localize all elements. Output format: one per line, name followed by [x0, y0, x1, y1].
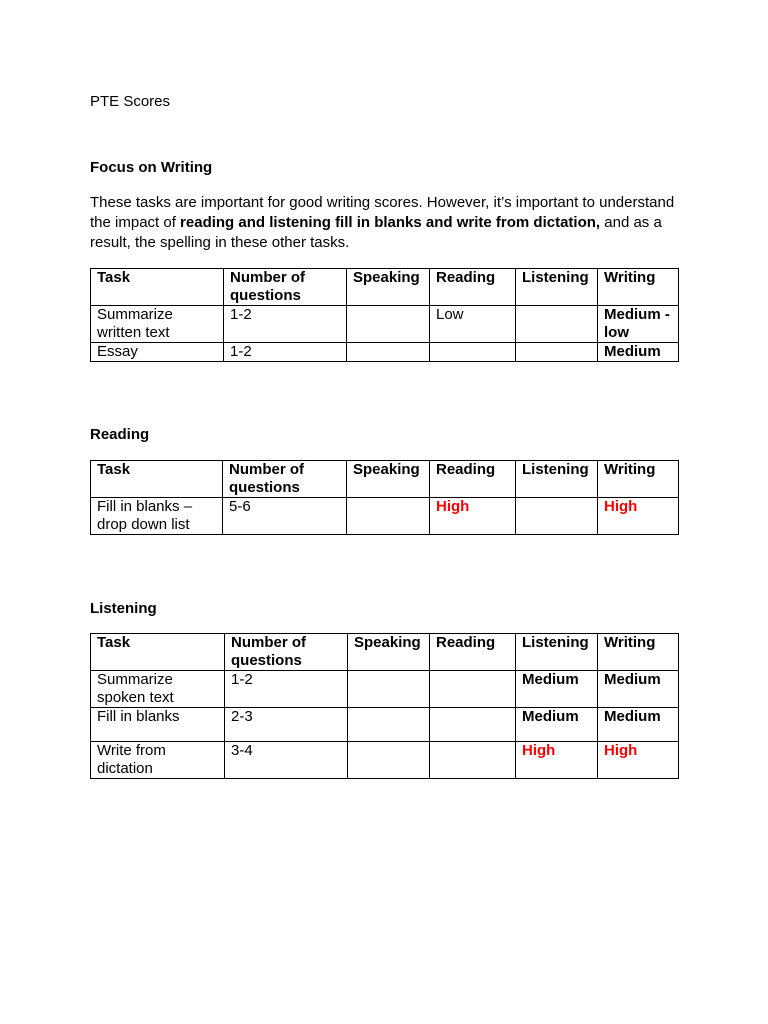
cell-reading — [430, 742, 516, 779]
header-writing: Writing — [598, 269, 679, 306]
header-speaking: Speaking — [347, 269, 430, 306]
cell-writing: Medium — [598, 671, 679, 708]
cell-writing: Medium - low — [598, 306, 679, 343]
cell-speaking — [347, 306, 430, 343]
intro-text-end: and as a result, the spelling in these other tasks. — [90, 214, 662, 251]
header-speaking: Speaking — [348, 634, 430, 671]
cell-reading — [430, 671, 516, 708]
header-number: Number of questions — [224, 269, 347, 306]
cell-number: 1-2 — [224, 343, 347, 362]
table-row — [91, 498, 679, 535]
header-speaking: Speaking — [347, 461, 430, 498]
cell-listening — [516, 343, 598, 362]
cell-writing: Medium — [598, 708, 679, 742]
cell-task: Essay — [91, 343, 224, 362]
header-reading: Reading — [430, 461, 516, 498]
header-task: Task — [91, 461, 223, 498]
cell-number: 3-4 — [225, 742, 348, 779]
cell-speaking — [347, 343, 430, 362]
cell-number: 1-2 — [224, 306, 347, 343]
table-header-row — [91, 269, 679, 306]
cell-task: Fill in blanks – drop down list — [91, 498, 223, 535]
intro-text-bold: reading and listening fill in blanks and write from dictation, — [180, 214, 601, 231]
table-row — [91, 343, 679, 362]
cell-writing: High — [598, 742, 679, 779]
header-writing: Writing — [598, 461, 679, 498]
listening-section-heading: Listening — [90, 600, 157, 617]
header-number: Number of questions — [225, 634, 348, 671]
table-header-row — [91, 461, 679, 498]
cell-reading: High — [430, 498, 516, 535]
header-listening: Listening — [516, 269, 598, 306]
table-header-row — [91, 634, 679, 671]
cell-number: 5-6 — [223, 498, 347, 535]
header-number: Number of questions — [223, 461, 347, 498]
cell-task: Summarize written text — [91, 306, 224, 343]
cell-reading: Low — [430, 306, 516, 343]
cell-listening: Medium — [516, 708, 598, 742]
cell-reading — [430, 343, 516, 362]
table-row — [91, 306, 679, 343]
listening-table — [90, 633, 679, 779]
header-writing: Writing — [598, 634, 679, 671]
reading-table — [90, 460, 679, 535]
header-listening: Listening — [516, 634, 598, 671]
cell-number: 2-3 — [225, 708, 348, 742]
cell-task: Fill in blanks — [91, 708, 225, 742]
table-row — [91, 742, 679, 779]
writing-section-heading: Focus on Writing — [90, 159, 213, 176]
cell-task: Summarize spoken text — [91, 671, 225, 708]
reading-section-heading: Reading — [90, 426, 150, 443]
header-reading: Reading — [430, 634, 516, 671]
cell-listening — [516, 306, 598, 343]
cell-speaking — [347, 498, 430, 535]
cell-listening: High — [516, 742, 598, 779]
header-listening: Listening — [516, 461, 598, 498]
cell-reading — [430, 708, 516, 742]
intro-text-start: These tasks are important for good writing scores. However, it’s important to understand the impact of — [90, 194, 675, 231]
cell-number: 1-2 — [225, 671, 348, 708]
header-task: Task — [91, 634, 225, 671]
header-task: Task — [91, 269, 224, 306]
cell-listening — [516, 498, 598, 535]
cell-writing: Medium — [598, 343, 679, 362]
cell-speaking — [348, 671, 430, 708]
cell-writing: High — [598, 498, 679, 535]
table-row — [91, 708, 679, 742]
cell-listening: Medium — [516, 671, 598, 708]
header-reading: Reading — [430, 269, 516, 306]
writing-intro-paragraph — [90, 193, 690, 253]
document-title: PTE Scores — [90, 93, 171, 110]
cell-task: Write from dictation — [91, 742, 225, 779]
cell-speaking — [348, 708, 430, 742]
writing-table — [90, 268, 679, 362]
table-row — [91, 671, 679, 708]
cell-speaking — [348, 742, 430, 779]
